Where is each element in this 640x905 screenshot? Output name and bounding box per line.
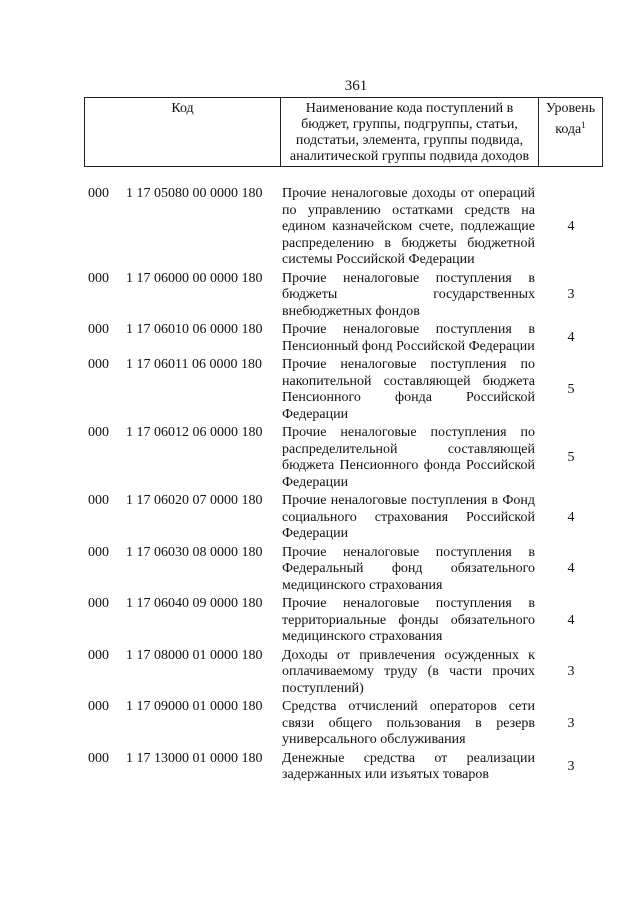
row-name: Прочие неналоговые поступления в территориальные фонды обязательного медицинского страхования bbox=[282, 596, 535, 644]
header-code-label: Код bbox=[171, 101, 194, 116]
header-level bbox=[538, 98, 603, 166]
row-admin-code: 000 bbox=[88, 425, 109, 440]
row-name: Прочие неналоговые поступления в бюджеты государственных внебюджетных фондов bbox=[282, 270, 535, 319]
table-row bbox=[88, 493, 608, 543]
table-header bbox=[84, 97, 603, 167]
row-name: Доходы от привлечения осужденных к оплачиваемому труду (в части прочих поступлений) bbox=[282, 647, 535, 696]
row-code: 1 17 06011 06 0000 180 bbox=[126, 357, 262, 372]
table-row bbox=[88, 545, 608, 595]
row-level: 3 bbox=[567, 758, 575, 774]
row-admin-code: 000 bbox=[88, 647, 109, 663]
table-row bbox=[88, 322, 608, 355]
table-row bbox=[88, 425, 608, 491]
row-admin-code: 000 bbox=[88, 596, 109, 611]
row-level: 4 bbox=[567, 330, 575, 346]
row-name: Средства отчислений операторов сети связи общего пользования в резерв универсального обслуживания bbox=[282, 699, 535, 747]
row-admin-code: 000 bbox=[88, 270, 109, 286]
row-level: 4 bbox=[567, 561, 575, 576]
row-code: 1 17 06030 08 0000 180 bbox=[126, 544, 263, 560]
row-code: 1 17 06010 06 0000 180 bbox=[126, 322, 263, 337]
row-admin-code: 000 bbox=[88, 322, 109, 337]
row-code: 1 17 06040 09 0000 180 bbox=[126, 596, 263, 611]
row-level: 5 bbox=[567, 381, 575, 397]
row-code: 1 17 06012 06 0000 180 bbox=[126, 425, 263, 440]
row-code: 1 17 09000 01 0000 180 bbox=[126, 699, 263, 714]
row-admin-code: 000 bbox=[88, 357, 109, 372]
row-code: 1 17 06000 00 0000 180 bbox=[126, 270, 263, 286]
row-code: 1 17 13000 01 0000 180 bbox=[126, 750, 263, 766]
table-row bbox=[88, 596, 608, 646]
row-admin-code: 000 bbox=[88, 186, 109, 201]
row-level: 5 bbox=[567, 449, 575, 465]
row-name: Прочие неналоговые поступления по распределительной составляющей бюджета Пенсионного фонда Российской Федерации bbox=[282, 425, 535, 490]
row-name: Денежные средства от реализации задержанных или изъятых товаров bbox=[282, 750, 535, 782]
row-code: 1 17 06020 07 0000 180 bbox=[126, 493, 263, 508]
table-row bbox=[88, 699, 608, 749]
header-name bbox=[280, 98, 538, 166]
row-name: Прочие неналоговые поступления в Пенсионный фонд Российской Федерации bbox=[282, 322, 535, 354]
header-level-label: Уровень кода bbox=[545, 101, 596, 137]
page-number: 361 bbox=[344, 78, 368, 94]
row-level: 3 bbox=[567, 715, 575, 731]
row-admin-code: 000 bbox=[88, 493, 109, 508]
row-level: 4 bbox=[567, 509, 575, 525]
row-level: 3 bbox=[567, 287, 575, 302]
table-row bbox=[88, 186, 608, 269]
table-body bbox=[88, 186, 608, 786]
header-name-label: Наименование кода поступлений в бюджет, группы, подгруппы, статьи, подстатьи, элемента, группы подвида, аналитической группы подвида доходов bbox=[289, 101, 530, 164]
row-name: Прочие неналоговые доходы от операций по управлению остатками средств на едином казначейском счете, подлежащие распределению в бюджеты бюджетной системы Российской Федерации bbox=[282, 186, 535, 267]
row-name: Прочие неналоговые поступления в Федеральный фонд обязательного медицинского страхования bbox=[282, 544, 535, 593]
row-admin-code: 000 bbox=[88, 750, 109, 766]
row-level: 4 bbox=[567, 219, 575, 234]
table-row bbox=[88, 271, 608, 321]
table-row bbox=[88, 751, 608, 784]
row-code: 1 17 05080 00 0000 180 bbox=[126, 186, 263, 201]
row-name: Прочие неналоговые поступления в Фонд социального страхования Российской Федерации bbox=[282, 493, 535, 541]
table-row bbox=[88, 648, 608, 698]
table-row bbox=[88, 357, 608, 423]
row-code: 1 17 08000 01 0000 180 bbox=[126, 647, 263, 663]
row-admin-code: 000 bbox=[88, 699, 109, 714]
row-level: 3 bbox=[567, 664, 575, 679]
row-name: Прочие неналоговые поступления по накопительной составляющей бюджета Пенсионного фонда Российской Федерации bbox=[282, 357, 535, 422]
header-code bbox=[84, 98, 280, 166]
row-admin-code: 000 bbox=[88, 544, 109, 560]
header-level-footnote: 1 bbox=[581, 120, 586, 130]
row-level: 4 bbox=[567, 612, 575, 628]
